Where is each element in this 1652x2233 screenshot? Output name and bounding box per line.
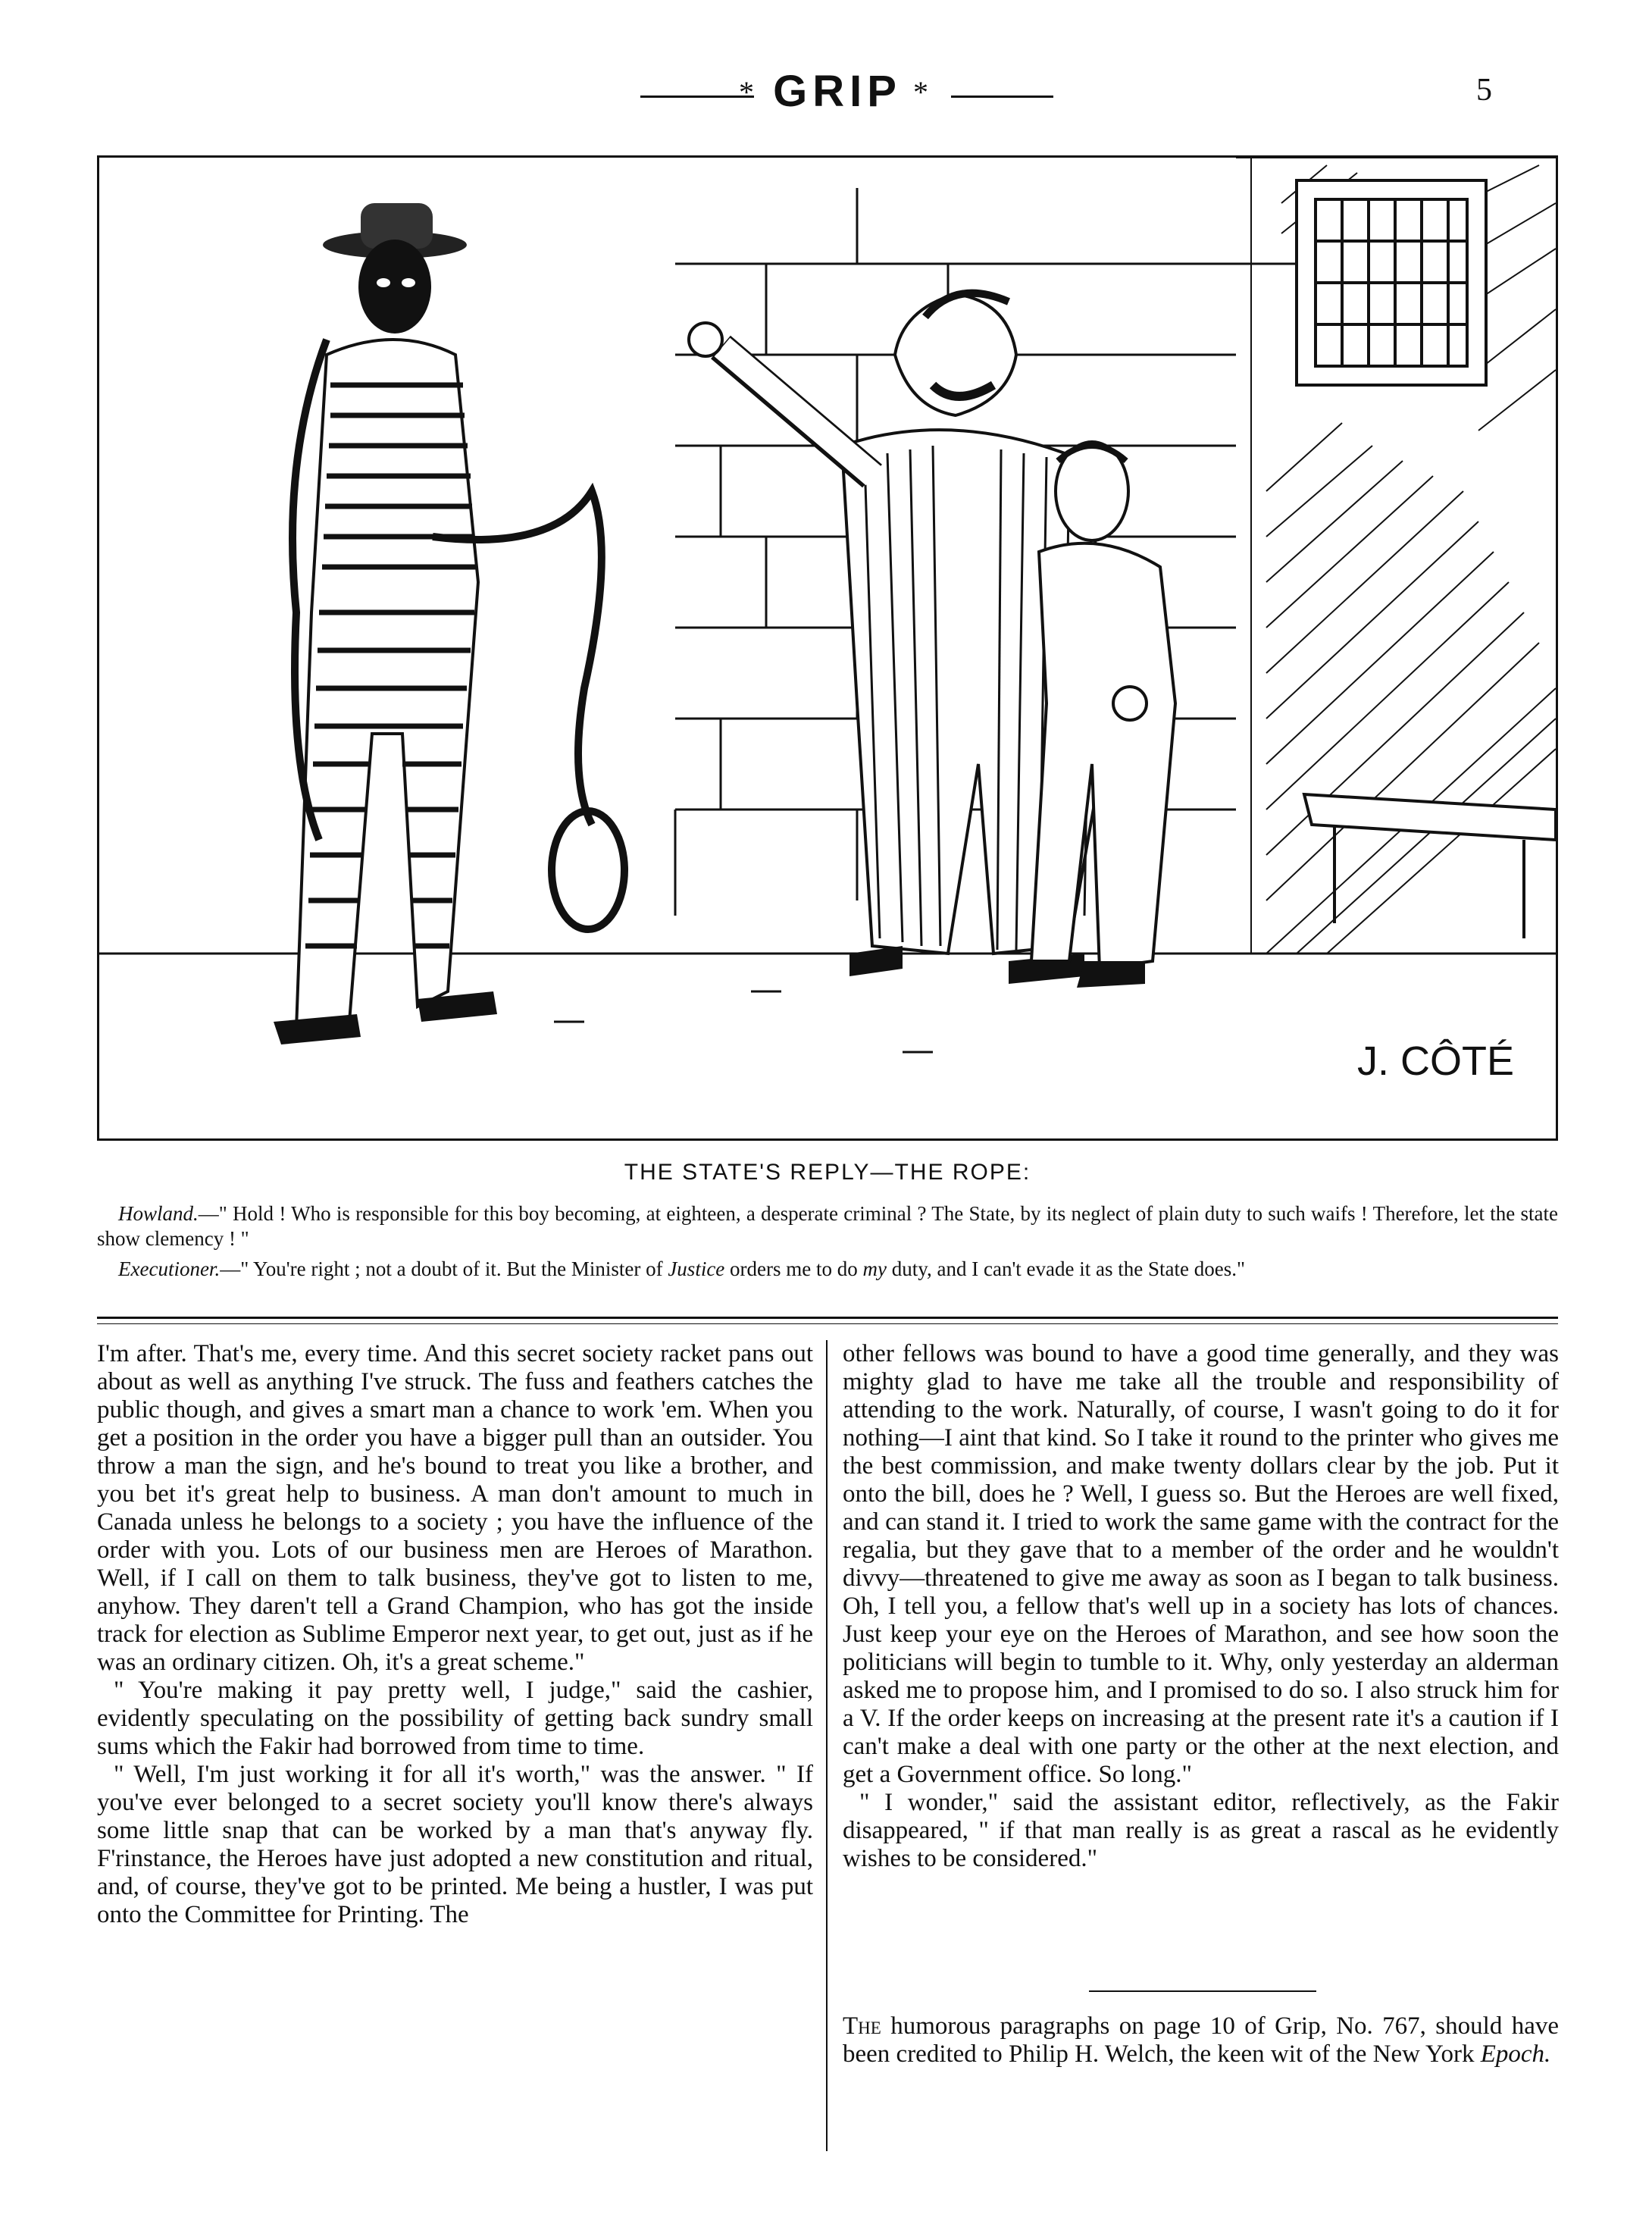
speaker-name: Howland.: [118, 1202, 199, 1225]
section-divider-thick: [97, 1317, 1558, 1319]
speech-text: —" You're right ; not a doubt of it. But the Minister of: [220, 1257, 668, 1280]
section-divider-thin: [97, 1323, 1558, 1324]
article-column-left: [97, 1340, 813, 1929]
page-number: 5: [1476, 73, 1492, 108]
masthead-rule-left: [640, 96, 754, 98]
cartoon-illustration: [97, 155, 1558, 1141]
column-divider: [826, 1340, 828, 2151]
article-paragraph: I'm after. That's me, every time. And this secret society racket pans out about as well as anything I've struck. The fuss and feathers catches the public though, and gives a smart man a chance to work 'em. When you get a position in the order you have a bigger pull than an outsider. You throw a man the sign, and he's bound to treat you like a brother, and you bet it's great help to business. A man don't amount to much in Canada unless he belongs to a society ; you have the influence of the order with you. Lots of our business men are Heroes of Marathon. Well, if I call on them to talk business, they've got to listen to me, anyhow. They daren't tell a Grand Champion, who has got the inside track for election as Sublime Emperor next year, to get out, just as if he was an ordinary citizen. Oh, it's a great scheme.": [97, 1340, 813, 1676]
speaker-name: Executioner.: [118, 1257, 221, 1280]
bench: [1304, 794, 1556, 938]
article-paragraph: " Well, I'm just working it for all it's worth," was the answer. " If you've ever belonged to a secret society you'll know there's always some little snap that can be worked by a man that's anyway fly. F'rinstance, the Heroes have just adopted a new constitution and ritual, and, of course, they've got to be printed. Me being a hustler, I was put onto the Committee for Printing. The: [97, 1761, 813, 1928]
speech-text: orders me to do: [724, 1257, 863, 1280]
masthead-rule-right: [951, 96, 1053, 98]
correction-note: [843, 2012, 1559, 2069]
note-text: humorous paragraphs on page 10 of Grip, No. 767, should have been credited to Philip H. Welch, the keen wit of the New York: [843, 2012, 1559, 2068]
cartoon-drawing: [99, 158, 1556, 1138]
speech-text: duty, and I can't evade it as the State does.": [887, 1257, 1245, 1280]
barred-window: [1297, 180, 1486, 385]
masthead-title: GRIP: [773, 67, 902, 116]
masthead: [0, 61, 1652, 116]
article-paragraph: " I wonder," said the assistant editor, reflectively, as the Fakir disappeared, " if that man really is as great a rascal as he evidently wishes to be considered.": [843, 1789, 1559, 1872]
article-column-right: [843, 1340, 1559, 1873]
masthead-star-left: *: [739, 75, 754, 109]
speech-emphasis: my: [862, 1257, 887, 1280]
article-paragraph: " You're making it pay pretty well, I judge," said the cashier, evidently speculating on the possibility of getting back sundry small sums which the Fakir had borrowed from time to time.: [97, 1677, 813, 1760]
caption-dialogue-executioner: [97, 1257, 1558, 1282]
cartoon-caption-title: THE STATE'S REPLY—THE ROPE:: [624, 1160, 1031, 1185]
speech-emphasis: Justice: [668, 1257, 725, 1280]
caption-dialogue-howland: [97, 1201, 1558, 1251]
note-divider: [1089, 1990, 1316, 1992]
masthead-star-right: *: [913, 75, 928, 109]
note-lead: The: [843, 2012, 881, 2040]
article-paragraph: other fellows was bound to have a good time generally, and they was mighty glad to have me take all the trouble and responsibility of attending to the work. Naturally, of course, I wasn't going to do it for nothing—I aint that kind. So I take it round to the printer who gives me the best commission, and make twenty dollars clear by the job. Put it onto the bill, does he ? Well, I guess so. But the Heroes are well fixed, and can stand it. I tried to work the same game with the contract for the regalia, but they gave that to a member of the order and he wouldn't divvy—threatened to give me away as soon as I began to talk business. Oh, I tell you, a fellow that's well up in a society has lots of chances. Just keep your eye on the Heroes of Marathon, and see how soon the politicians will begin to tumble to it. Why, only yesterday an alderman asked me to propose him, and I promised to do so. I also struck him for a V. If the order keeps on increasing at the present rate it's a caution if I can't make a deal with one party or the other at the next election, and get a Government office. So long.": [843, 1340, 1559, 1788]
speech-text: —" Hold ! Who is responsible for this boy becoming, at eighteen, a desperate criminal ? The State, by its neglect of plain duty to such waifs ! Therefore, let the state show clemency ! ": [97, 1202, 1558, 1250]
note-emphasis: Epoch.: [1480, 2040, 1551, 2068]
artist-signature: J. CÔTÉ: [1357, 1038, 1515, 1084]
executioner-figure: [274, 203, 497, 1044]
